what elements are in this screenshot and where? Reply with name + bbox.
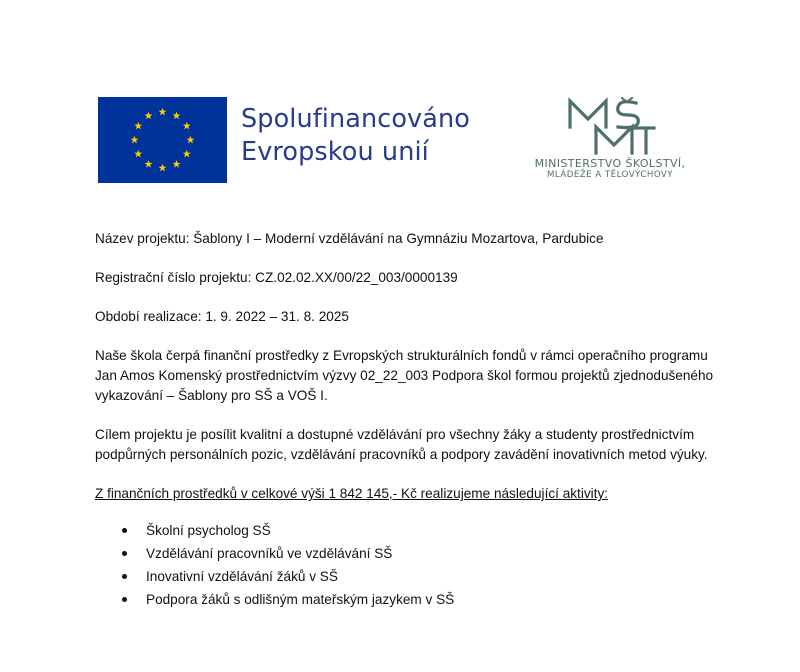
- funding-paragraph: Naše škola čerpá finanční prostředky z Evropských strukturálních fondů v rámci operačního programu Jan Amos Komenský prostřednictvím výzvy 02_22_003 Podpora škol formou projektů zjednodušeného vykazování – Šablony pro SŠ a VOŠ I.: [95, 348, 714, 403]
- list-item: [95, 542, 720, 565]
- activity-label: Inovativní vzdělávání žáků v SŠ: [146, 569, 338, 584]
- eu-cofinanced-text: [241, 103, 470, 169]
- activity-label: Vzdělávání pracovníků ve vzdělávání SŠ: [146, 546, 393, 561]
- bullet-icon: [122, 528, 127, 533]
- eu-text-line-1: Spolufinancováno: [241, 104, 470, 134]
- bullet-icon: [122, 551, 127, 556]
- logo-bar: [0, 0, 800, 200]
- msmt-name-line-1: MINISTERSTVO ŠKOLSTVÍ,: [534, 157, 686, 170]
- msmt-name-line-2: MLÁDEŽE A TĚLOVÝCHOVY: [546, 170, 674, 180]
- list-item: [95, 588, 720, 611]
- bullet-icon: [122, 597, 127, 602]
- list-item: [95, 565, 720, 588]
- msmt-name: [520, 157, 700, 181]
- activities-heading: Z finančních prostředků v celkové výši 1 842 145,- Kč realizujeme následující aktivity:: [95, 486, 609, 501]
- eu-text-line-2: Evropskou unií: [241, 137, 429, 167]
- goal-paragraph: Cílem projektu je posílit kvalitní a dostupné vzdělávání pro všechny žáky a studenty prostřednictvím podpůrných personálních pozic, vzdělávání pracovníků a podpory zavádění inovativních metod výuky.: [95, 427, 708, 462]
- project-period: Období realizace: 1. 9. 2022 – 31. 8. 2025: [95, 309, 349, 324]
- project-info: [95, 229, 720, 611]
- activities-list: [95, 519, 720, 611]
- eu-flag-icon: [98, 97, 227, 183]
- list-item: [95, 519, 720, 542]
- bullet-icon: [122, 574, 127, 579]
- project-registration: Registrační číslo projektu: CZ.02.02.XX/00/22_003/0000139: [95, 270, 458, 285]
- msmt-logo-icon: [566, 97, 656, 155]
- project-name: Název projektu: Šablony I – Moderní vzdělávání na Gymnáziu Mozartova, Pardubice: [95, 231, 604, 246]
- activity-label: Školní psycholog SŠ: [146, 523, 271, 538]
- activity-label: Podpora žáků s odlišným mateřským jazykem v SŠ: [146, 592, 455, 607]
